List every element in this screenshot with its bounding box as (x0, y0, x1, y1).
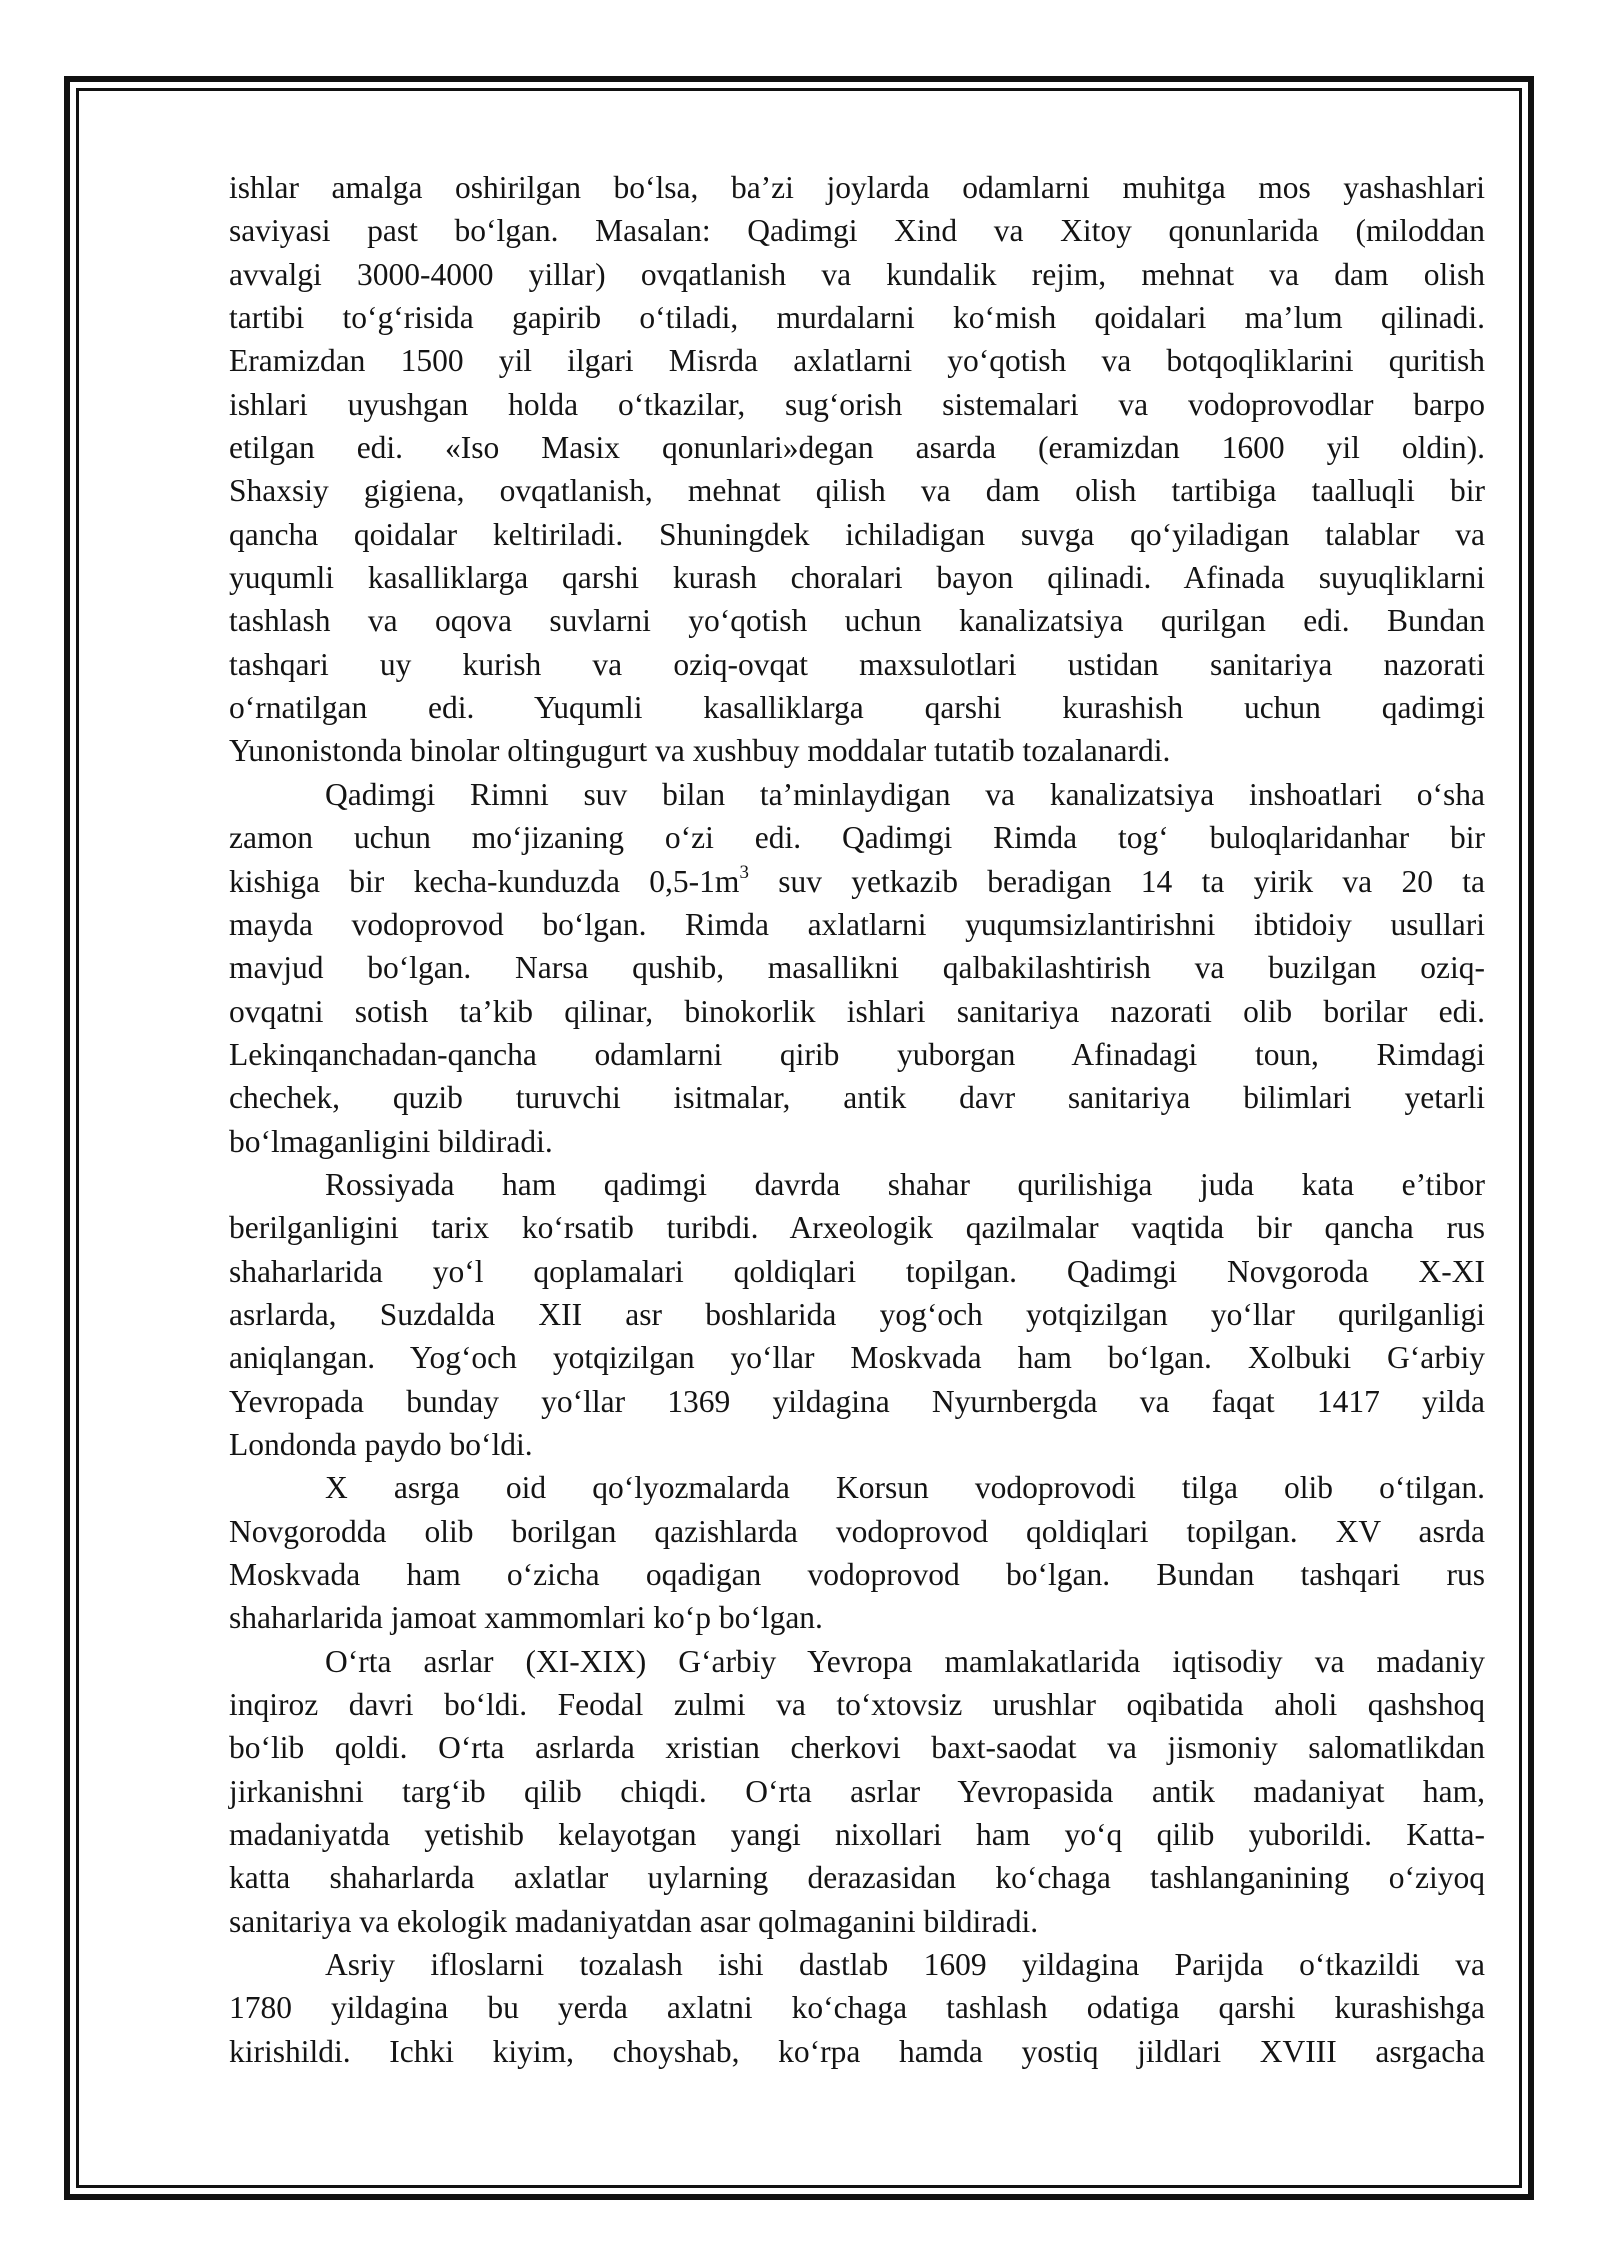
text-fragment: kishiga bir kecha-kunduzda 0,5-1m (229, 863, 740, 899)
paragraph-3 (229, 1163, 1485, 1466)
text-line: tartibi to‘g‘risida gapirib o‘tiladi, murdalarni ko‘mish qoidalari ma’lum qilinadi. (229, 300, 1485, 336)
text-line: shaharlarida jamoat xammomlari ko‘p bo‘lgan. (229, 1600, 823, 1636)
text-line: madaniyatda yetishib kelayotgan yangi nixollari ham yo‘q qilib yuborildi. Katta- (229, 1817, 1485, 1853)
text-line: kirishildi. Ichki kiyim, choyshab, ko‘rpa hamda yostiq jildlari XVIII asrgacha (229, 2033, 1485, 2069)
text-line: jirkanishni targ‘ib qilib chiqdi. O‘rta asrlar Yevropasida antik madaniyat ham, (229, 1773, 1485, 1809)
paragraph-2 (229, 773, 1485, 1163)
text-line: X asrga oid qo‘lyozmalarda Korsun vodoprovodi tilga olib o‘tilgan. (325, 1470, 1485, 1506)
superscript: 3 (739, 861, 749, 883)
text-line: Qadimgi Rimni suv bilan ta’minlaydigan va kanalizatsiya inshoatlari o‘sha (325, 776, 1485, 812)
text-line: aniqlangan. Yog‘och yotqizilgan yo‘llar Moskvada ham bo‘lgan. Xolbuki G‘arbiy (229, 1340, 1485, 1376)
text-line: Novgorodda olib borilgan qazishlarda vodoprovod qoldiqlari topilgan. XV asrda (229, 1513, 1485, 1549)
text-line: Eramizdan 1500 yil ilgari Misrda axlatlarni yo‘qotish va botqoqliklarini quritish (229, 343, 1485, 379)
text-line: Rossiyada ham qadimgi davrda shahar qurilishiga juda kata e’tibor (325, 1166, 1485, 1202)
text-line-with-superscript (229, 860, 1485, 903)
paragraph-4 (229, 1466, 1485, 1639)
text-line: katta shaharlarda axlatlar uylarning derazasidan ko‘chaga tashlanganining o‘ziyoq (229, 1860, 1485, 1896)
text-line: mavjud bo‘lgan. Narsa qushib, masallikni qalbakilashtirish va buzilgan oziq- (229, 950, 1485, 986)
text-line: o‘rnatilgan edi. Yuqumli kasalliklarga qarshi kurashish uchun qadimgi (229, 690, 1485, 726)
paragraph-6 (229, 1943, 1485, 2073)
text-line: saviyasi past bo‘lgan. Masalan: Qadimgi Xind va Xitoy qonunlarida (miloddan (229, 213, 1485, 249)
text-line: Shaxsiy gigiena, ovqatlanish, mehnat qilish va dam olish tartibiga taalluqli bir (229, 473, 1485, 509)
text-line: mayda vodoprovod bo‘lgan. Rimda axlatlarni yuqumsizlantirishni ibtidoiy usullari (229, 906, 1485, 942)
text-line: O‘rta asrlar (XI-XIX) G‘arbiy Yevropa mamlakatlarida iqtisodiy va madaniy (325, 1643, 1485, 1679)
text-line: ishlar amalga oshirilgan bo‘lsa, ba’zi joylarda odamlarni muhitga mos yashashlari (229, 170, 1485, 205)
text-line: Asriy ifloslarni tozalash ishi dastlab 1609 yildagina Parijda o‘tkazildi va (325, 1947, 1485, 1983)
text-line: shaharlarida yo‘l qoplamalari qoldiqlari topilgan. Qadimgi Novgoroda X-XI (229, 1253, 1485, 1289)
text-line: tashlash va oqova suvlarni yo‘qotish uchun kanalizatsiya qurilgan edi. Bundan (229, 603, 1485, 639)
paragraph-5 (229, 1640, 1485, 1943)
text-line: inqiroz davri bo‘ldi. Feodal zulmi va to‘xtovsiz urushlar oqibatida aholi qashshoq (229, 1687, 1485, 1723)
text-line: zamon uchun mo‘jizaning o‘zi edi. Qadimgi Rimda tog‘ buloqlaridanhar bir (229, 820, 1485, 856)
text-line: etilgan edi. «Iso Masix qonunlari»degan asarda (eramizdan 1600 yil oldin). (229, 430, 1485, 466)
text-line: qancha qoidalar keltiriladi. Shuningdek ichiladigan suvga qo‘yiladigan talablar va (229, 516, 1485, 552)
text-line: bo‘lmaganligini bildiradi. (229, 1123, 553, 1159)
text-line: asrlarda, Suzdalda XII asr boshlarida yog‘och yotqizilgan yo‘llar qurilganligi (229, 1296, 1485, 1332)
text-line: ovqatni sotish ta’kib qilinar, binokorlik ishlari sanitariya nazorati olib borilar edi. (229, 993, 1485, 1029)
text-line: ishlari uyushgan holda o‘tkazilar, sug‘orish sistemalari va vodoprovodlar barpo (229, 386, 1485, 422)
text-line: Moskvada ham o‘zicha oqadigan vodoprovod bo‘lgan. Bundan tashqari rus (229, 1557, 1485, 1592)
text-line: tashqari uy kurish va oziq-ovqat maxsulotlari ustidan sanitariya nazorati (229, 646, 1485, 682)
paragraph-1 (229, 166, 1485, 773)
text-line: 1780 yildagina bu yerda axlatni ko‘chaga tashlash odatiga qarshi kurashishga (229, 1990, 1485, 2026)
text-line: bo‘lib qoldi. O‘rta asrlarda xristian cherkovi baxt-saodat va jismoniy salomatlikdan (229, 1730, 1485, 1766)
text-line: Lekinqanchadan-qancha odamlarni qirib yuborgan Afinadagi toun, Rimdagi (229, 1036, 1485, 1072)
text-line: Londonda paydo bo‘ldi. (229, 1426, 533, 1462)
document-body (229, 166, 1485, 2073)
text-line: Yunonistonda binolar oltingugurt va xushbuy moddalar tutatib tozalanardi. (229, 733, 1171, 769)
text-fragment: suv yetkazib beradigan 14 ta yirik va 20 ta (748, 863, 1485, 899)
text-line: Yevropada bunday yo‘llar 1369 yildagina Nyurnbergda va faqat 1417 yilda (229, 1383, 1485, 1419)
text-line: chechek, quzib turuvchi isitmalar, antik davr sanitariya bilimlari yetarli (229, 1080, 1485, 1116)
text-line: avvalgi 3000-4000 yillar) ovqatlanish va kundalik rejim, mehnat va dam olish (229, 256, 1485, 292)
text-line: berilganligini tarix ko‘rsatib turibdi. Arxeologik qazilmalar vaqtida bir qancha rus (229, 1210, 1485, 1246)
text-line: sanitariya va ekologik madaniyatdan asar qolmaganini bildiradi. (229, 1903, 1039, 1939)
text-line: yuqumli kasalliklarga qarshi kurash choralari bayon qilinadi. Afinada suyuqliklarni (229, 560, 1485, 596)
